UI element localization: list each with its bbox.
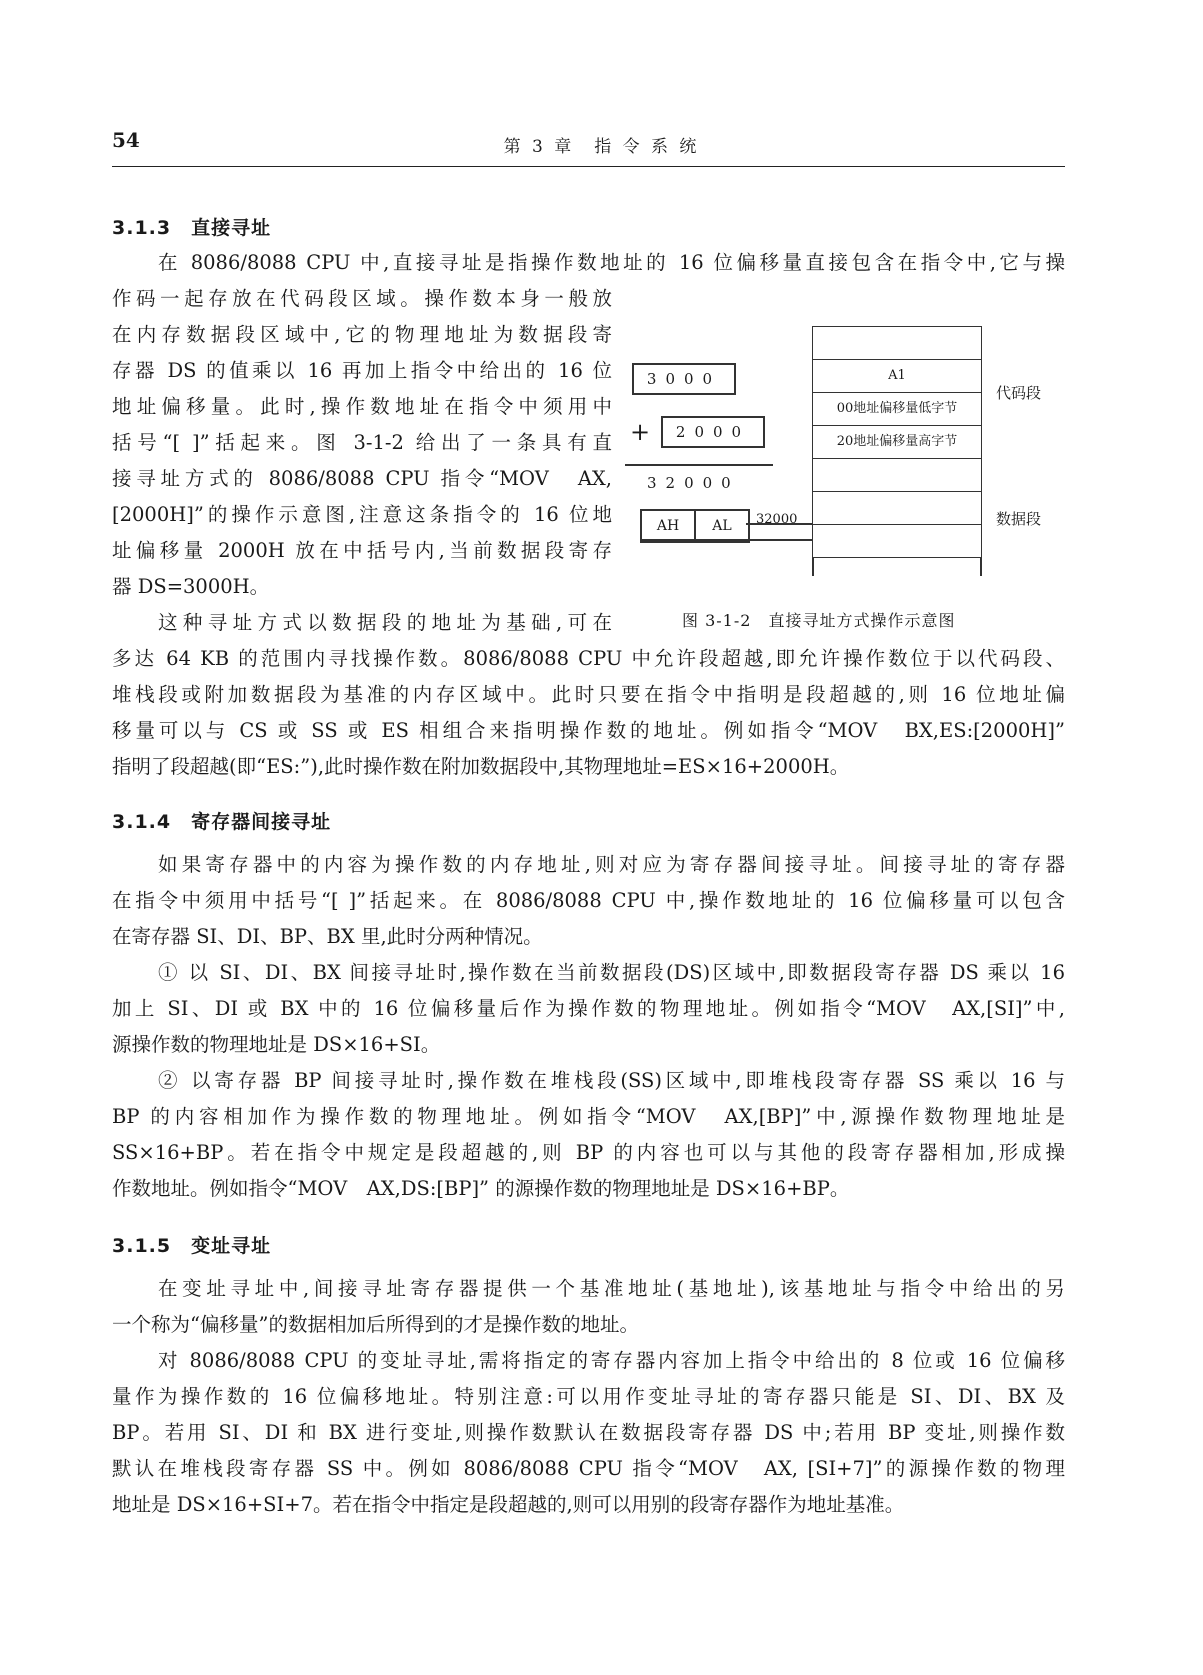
paragraph-line: 一个称为“偏移量”的数据相加后所得到的才是操作数的地址。 [112, 1313, 639, 1336]
memory-edge-right [980, 558, 982, 576]
page-number: 54 [112, 128, 140, 152]
paragraph-line: 地址是 DS×16+SI+7。若在指令中指定是段超越的,则可以用别的段寄存器作为地址基准。 [112, 1493, 905, 1516]
section-heading-3-1-5: 3.1.5 变址寻址 [112, 1235, 272, 1257]
memory-cell-target [812, 524, 982, 558]
header-rule [112, 166, 1065, 167]
paragraph-line: 默认在堆栈段寄存器 SS 中。例如 8086/8088 CPU 指令“MOV AX, [SI+7]”的源操作数的物理 [112, 1457, 1065, 1480]
paragraph-line: 在变址寻址中,间接寻址寄存器提供一个基准地址(基地址),该基地址与指令中给出的另 [158, 1277, 1065, 1300]
memory-cell-empty [812, 458, 982, 492]
paragraph-line: 存器 DS 的值乘以 16 再加上指令中给出的 16 位 [112, 359, 612, 382]
paragraph-line: 源操作数的物理地址是 DS×16+SI。 [112, 1033, 441, 1056]
paragraph-line: 多达 64 KB 的范围内寻找操作数。8086/8088 CPU 中允许段超越,即允许操作数位于以代码段、 [112, 647, 1065, 670]
paragraph-line: 如果寄存器中的内容为操作数的内存地址,则对应为寄存器间接寻址。间接寻址的寄存器 [158, 853, 1065, 876]
code-segment-label: 代码段 [996, 384, 1042, 402]
figure-caption: 图 3-1-2 直接寻址方式操作示意图 [682, 611, 956, 630]
paragraph-line: 器 DS=3000H。 [112, 575, 270, 598]
data-segment-label: 数据段 [996, 510, 1042, 528]
memory-cell-empty [812, 491, 982, 525]
paragraph-line: 在指令中须用中括号“[ ]”括起来。在 8086/8088 CPU 中,操作数地址的 16 位偏移量可以包含 [112, 889, 1065, 912]
ah-box: AH [640, 509, 696, 543]
paragraph-line: 作数地址。例如指令“MOV AX,DS:[BP]” 的源操作数的物理地址是 DS×16+BP。 [112, 1177, 850, 1200]
paragraph-line: 移量可以与 CS 或 SS 或 ES 相组合来指明操作数的地址。例如指令“MOV BX,ES:[2000H]” [112, 719, 1065, 742]
paragraph-line: 在内存数据段区域中,它的物理地址为数据段寄 [112, 323, 612, 346]
sum-value: 32000 [647, 474, 740, 492]
paragraph-line: [2000H]”的操作示意图,注意这条指令的 16 位地 [112, 503, 612, 526]
section-heading-3-1-3: 3.1.3 直接寻址 [112, 217, 272, 239]
paragraph-line: 址偏移量 2000H 放在中括号内,当前数据段寄存 [112, 539, 612, 562]
paragraph-line: BP 的内容相加作为操作数的物理地址。例如指令“MOV AX,[BP]”中,源操作数物理地址是 [112, 1105, 1065, 1128]
paragraph-line: 在寄存器 SI、DI、BP、BX 里,此时分两种情况。 [112, 925, 543, 948]
paragraph-line: ① 以 SI、DI、BX 间接寻址时,操作数在当前数据段(DS)区域中,即数据段寄存器 DS 乘以 16 [158, 961, 1065, 984]
paragraph-line: 在 8086/8088 CPU 中,直接寻址是指操作数地址的 16 位偏移量直接包含在指令中,它与操 [158, 251, 1065, 274]
memory-cell-opcode: A1 [812, 359, 982, 393]
paragraph-line: 接寻址方式的 8086/8088 CPU 指令“MOV AX, [112, 467, 612, 490]
section-heading-3-1-4: 3.1.4 寄存器间接寻址 [112, 811, 332, 833]
paragraph-line: 加上 SI、DI 或 BX 中的 16 位偏移量后作为操作数的物理地址。例如指令“MOV AX,[SI]”中, [112, 997, 1065, 1020]
paragraph-line: SS×16+BP。若在指令中规定是段超越的,则 BP 的内容也可以与其他的段寄存器相加,形成操 [112, 1141, 1065, 1164]
pointer-line-bottom [640, 539, 812, 541]
paragraph-line: BP。若用 SI、DI 和 BX 进行变址,则操作数默认在数据段寄存器 DS 中;若用 BP 变址,则操作数 [112, 1421, 1065, 1444]
paragraph-line: 对 8086/8088 CPU 的变址寻址,需将指定的寄存器内容加上指令中给出的 8 位或 16 位偏移 [158, 1349, 1065, 1372]
paragraph-line: 作码一起存放在代码段区域。操作数本身一般放 [112, 287, 612, 310]
sum-rule [625, 464, 773, 466]
offset-value-box: 2000 [661, 416, 765, 448]
memory-cell-empty [812, 326, 982, 360]
al-box: AL [694, 509, 750, 543]
paragraph-line: 这种寻址方式以数据段的地址为基础,可在 [158, 611, 612, 634]
memory-cell-offset-high: 20地址偏移量高字节 [812, 425, 982, 459]
paragraph-line: 地址偏移量。此时,操作数地址在指令中须用中 [112, 395, 612, 418]
chapter-title: 第 3 章 指 令 系 统 [503, 137, 700, 157]
address-label: 32000 [756, 512, 798, 527]
plus-sign: + [630, 418, 651, 446]
memory-edge-left [812, 558, 814, 576]
ds-value-box: 3000 [632, 363, 736, 395]
paragraph-line: 括号“[ ]”括起来。图 3-1-2 给出了一条具有直 [112, 431, 612, 454]
paragraph-line: 堆栈段或附加数据段为基准的内存区域中。此时只要在指令中指明是段超越的,则 16 位地址偏 [112, 683, 1065, 706]
paragraph-line: 指明了段超越(即“ES:”),此时操作数在附加数据段中,其物理地址=ES×16+2000H。 [112, 755, 850, 778]
paragraph-line: ② 以寄存器 BP 间接寻址时,操作数在堆栈段(SS)区域中,即堆栈段寄存器 SS 乘以 16 与 [158, 1069, 1065, 1092]
memory-cell-offset-low: 00地址偏移量低字节 [812, 392, 982, 426]
paragraph-line: 量作为操作数的 16 位偏移地址。特别注意:可以用作变址寻址的寄存器只能是 SI、DI、BX 及 [112, 1385, 1065, 1408]
